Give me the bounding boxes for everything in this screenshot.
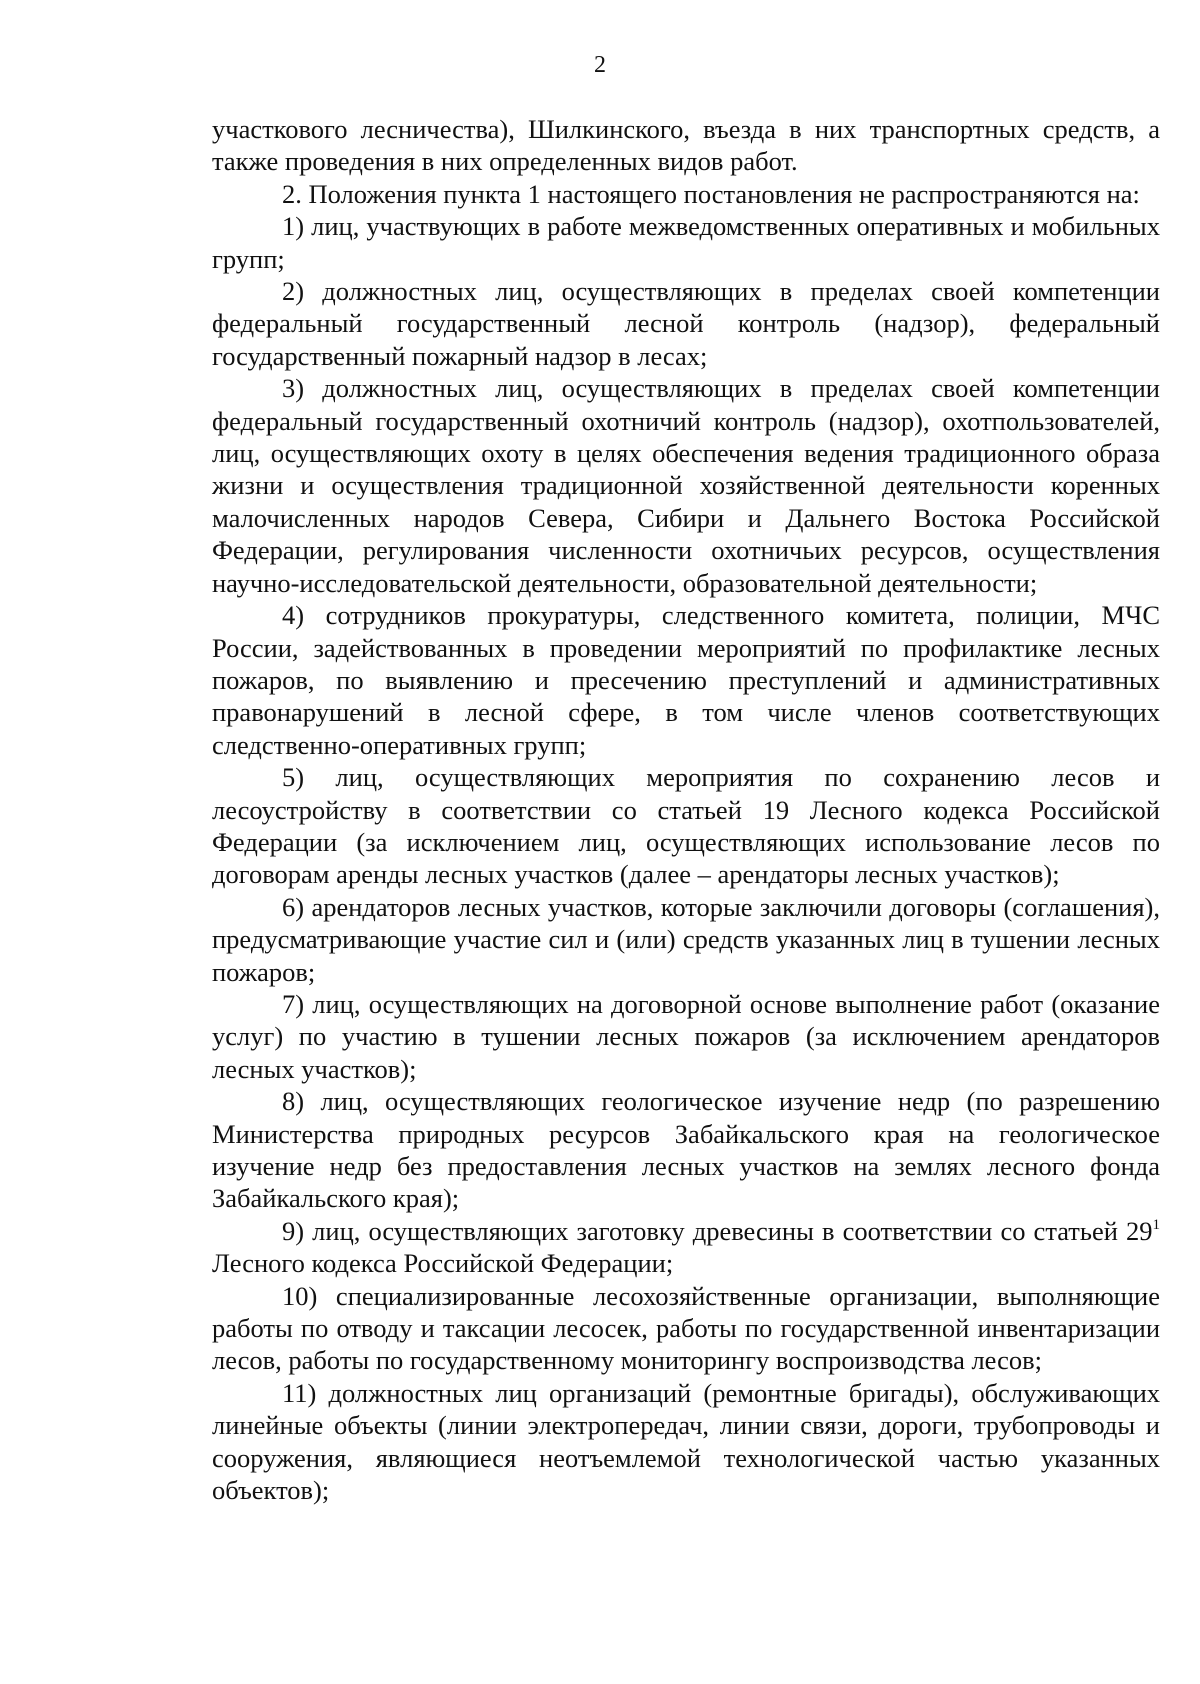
list-item-4: 4) сотрудников прокуратуры, следственного комитета, полиции, МЧС России, задействованных в проведении мероприятий по профилактике лесных пожаров, по выявлению и пресечению преступлений и административных правонарушений в лесной сфере, в том числе членов соответствующих следственно-оперативных групп; [212,600,1160,760]
list-item-7: 7) лиц, осуществляющих на договорной основе выполнение работ (оказание услуг) по участию в тушении лесных пожаров (за исключением арендаторов лесных участков); [212,988,1160,1084]
list-item-1: 1) лиц, участвующих в работе межведомственных оперативных и мобильных групп; [212,211,1160,274]
list-item-2: 2) должностных лиц, осуществляющих в пределах своей компетенции федеральный государственный лесной контроль (надзор), федеральный государственный пожарный надзор в лесах; [212,276,1160,371]
list-item-9-text-after: Лесного кодекса Российской Федерации; [212,1248,674,1279]
article-superscript: 1 [1152,1216,1160,1233]
list-item-9-text-before: 9) лиц, осуществляющих заготовку древесины в соответствии со статьей 29 [282,1215,1153,1246]
page-number: 2 [594,52,606,78]
list-item-11: 11) должностных лиц организаций (ремонтные бригады), обслуживающих линейные объекты (линии электропередач, линии связи, дороги, трубопроводы и сооружения, являющиеся неотъемлемой технологической частью указанных объектов); [212,1377,1160,1506]
document-body [212,113,1160,1506]
list-item-9 [212,1215,1160,1280]
list-item-10: 10) специализированные лесохозяйственные организации, выполняющие работы по отводу и таксации лесосек, работы по государственной инвентаризации лесов, работы по государственному мониторингу воспроизводства лесов; [212,1280,1160,1376]
list-item-8: 8) лиц, осуществляющих геологическое изучение недр (по разрешению Министерства природных ресурсов Забайкальского края на геологическое изучение недр без предоставления лесных участков на землях лесного фонда Забайкальского края); [212,1086,1160,1214]
paragraph-continuation: участкового лесничества), Шилкинского, въезда в них транспортных средств, а также проведения в них определенных видов работ. [212,114,1160,177]
list-item-6: 6) арендаторов лесных участков, которые заключили договоры (соглашения), предусматривающие участие сил и (или) средств указанных лиц в тушении лесных пожаров; [212,891,1160,987]
paragraph-clause-2: 2. Положения пункта 1 настоящего постановления не распространяются на: [282,178,1140,209]
list-item-5: 5) лиц, осуществляющих мероприятия по сохранению лесов и лесоустройству в соответствии со статьей 19 Лесного кодекса Российской Федерации (за исключением лиц, осуществляющих использование лесов по договорам аренды лесных участков (далее – арендаторы лесных участков); [212,762,1160,890]
list-item-3: 3) должностных лиц, осуществляющих в пределах своей компетенции федеральный государственный охотничий контроль (надзор), охотпользователей, лиц, осуществляющих охоту в целях обеспечения ведения традиционного образа жизни и осуществления традиционной хозяйственной деятельности коренных малочисленных народов Севера, Сибири и Дальнего Востока Российской Федерации, регулирования численности охотничьих ресурсов, осуществления научно-исследовательской деятельности, образовательной деятельности; [212,373,1160,598]
